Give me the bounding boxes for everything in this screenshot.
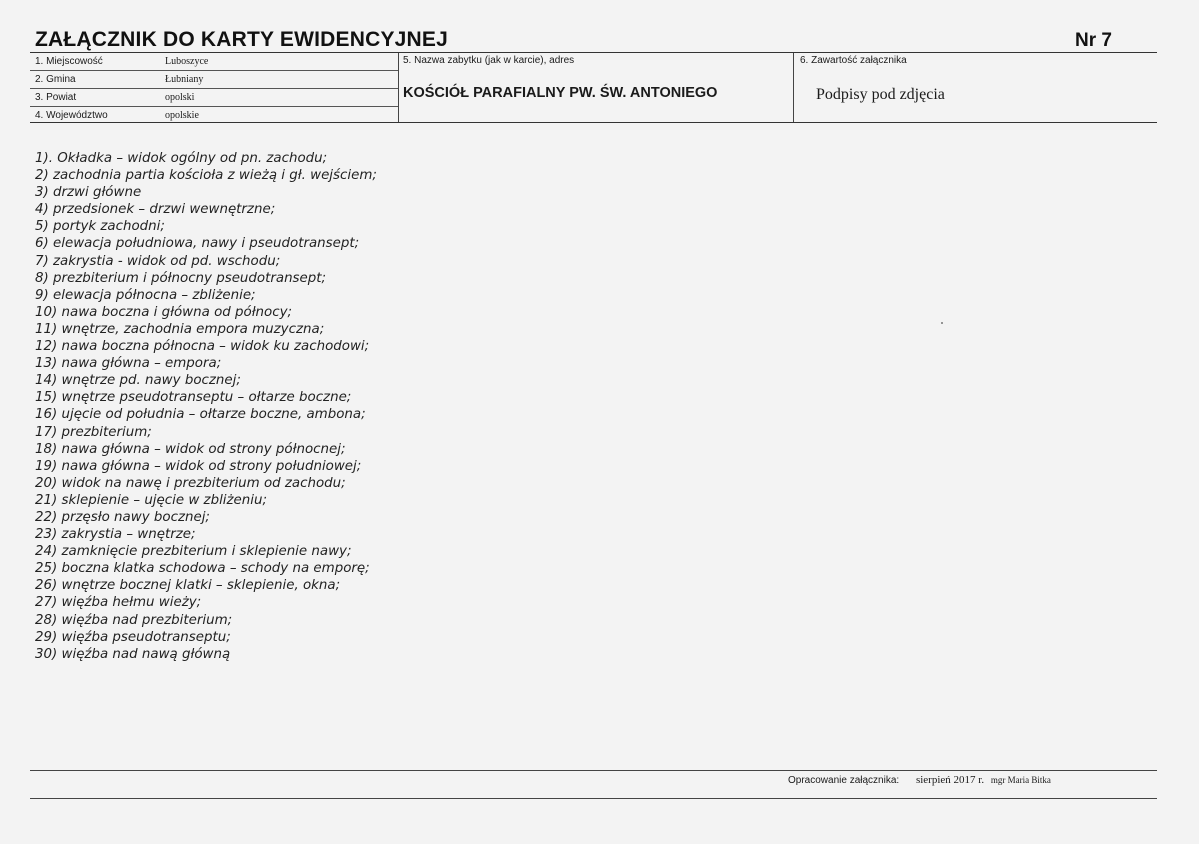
- caption-item: 10) nawa boczna i główna od północy;: [35, 304, 293, 320]
- caption-item: 13) nawa główna – empora;: [35, 356, 222, 372]
- caption-item: 25) boczna klatka schodowa – schody na emporę;: [35, 561, 370, 577]
- field-row-county: [30, 89, 398, 107]
- caption-item: 19) nawa główna – widok od strony południowej;: [35, 458, 362, 474]
- caption-item: 15) wnętrze pseudotranseptu – ołtarze boczne;: [35, 390, 352, 406]
- caption-item: 11) wnętrze, zachodnia empora muzyczna;: [35, 321, 325, 337]
- caption-item: 16) ujęcie od południa – ołtarze boczne, ambona;: [35, 407, 366, 423]
- column-divider: [793, 53, 794, 122]
- caption-item: 18) nawa główna – widok od strony północnej;: [35, 441, 346, 457]
- location-fields: [30, 53, 398, 124]
- caption-item: 30) więźba nad nawą główną: [35, 646, 231, 662]
- field-row-voivodeship: [30, 107, 398, 124]
- column-divider: [398, 53, 399, 122]
- caption-item: 26) wnętrze bocznej klatki – sklepienie, okna;: [35, 578, 341, 594]
- attachment-content-value: Podpisy pod zdjęcia: [816, 86, 945, 103]
- header-table: [30, 52, 1157, 123]
- field-row-commune: [30, 71, 398, 89]
- field-label: 4. Województwo: [35, 110, 108, 121]
- caption-item: 1). Okładka – widok ogólny od pn. zachodu;: [35, 151, 328, 166]
- caption-item: 12) nawa boczna północna – widok ku zachodowi;: [35, 339, 370, 355]
- caption-item: 8) prezbiterium i północny pseudotransept;: [35, 270, 327, 286]
- caption-item: 2) zachodnia partia kościoła z wieżą i gł. wejściem;: [35, 168, 377, 184]
- monument-name-value: KOŚCIÓŁ PARAFIALNY PW. ŚW. ANTONIEGO: [403, 85, 718, 101]
- footer-divider-top: [30, 770, 1157, 771]
- caption-item: 29) więźba pseudotranseptu;: [35, 629, 231, 645]
- field-value: opolskie: [165, 110, 199, 121]
- caption-item: 27) więźba hełmu wieży;: [35, 595, 202, 611]
- field-label: 2. Gmina: [35, 74, 76, 85]
- attachment-content-label: 6. Zawartość załącznika: [800, 55, 907, 66]
- caption-item: 21) sklepienie – ujęcie w zbliżeniu;: [35, 492, 267, 508]
- footer-divider-bottom: [30, 798, 1157, 799]
- scan-speck: [941, 322, 943, 324]
- field-value: Łubniany: [165, 74, 204, 85]
- footer-label: Opracowanie załącznika:: [788, 775, 900, 786]
- footer-credit: [788, 774, 1051, 786]
- caption-item: 17) prezbiterium;: [35, 424, 152, 440]
- caption-item: 4) przedsionek – drzwi wewnętrzne;: [35, 202, 276, 218]
- caption-item: 20) widok na nawę i prezbiterium od zachodu;: [35, 475, 346, 491]
- photo-captions-list: [35, 150, 377, 663]
- document-number: Nr 7: [1075, 30, 1112, 51]
- monument-name-label: 5. Nazwa zabytku (jak w karcie), adres: [403, 55, 575, 66]
- caption-item: 5) portyk zachodni;: [35, 219, 165, 235]
- caption-item: 28) więźba nad prezbiterium;: [35, 612, 233, 628]
- field-row-locality: [30, 53, 398, 71]
- caption-item: 9) elewacja północna – zbliżenie;: [35, 287, 256, 303]
- caption-item: 22) przęsło nawy bocznej;: [35, 509, 210, 525]
- caption-item: 23) zakrystia – wnętrze;: [35, 527, 196, 543]
- document-title: ZAŁĄCZNIK DO KARTY EWIDENCYJNEJ: [35, 28, 449, 51]
- footer-date: sierpień 2017 r.: [915, 774, 985, 786]
- field-label: 1. Miejscowość: [35, 56, 103, 67]
- field-value: opolski: [165, 92, 195, 103]
- caption-item: 14) wnętrze pd. nawy bocznej;: [35, 373, 241, 389]
- field-label: 3. Powiat: [35, 92, 77, 103]
- caption-item: 3) drzwi główne: [35, 185, 142, 201]
- caption-item: 24) zamknięcie prezbiterium i sklepienie nawy;: [35, 544, 352, 560]
- field-value: Luboszyce: [165, 56, 209, 67]
- caption-item: 6) elewacja południowa, nawy i pseudotransept;: [35, 236, 360, 252]
- footer-author: mgr Maria Bitka: [990, 775, 1051, 785]
- caption-item: 7) zakrystia - widok od pd. wschodu;: [35, 253, 281, 269]
